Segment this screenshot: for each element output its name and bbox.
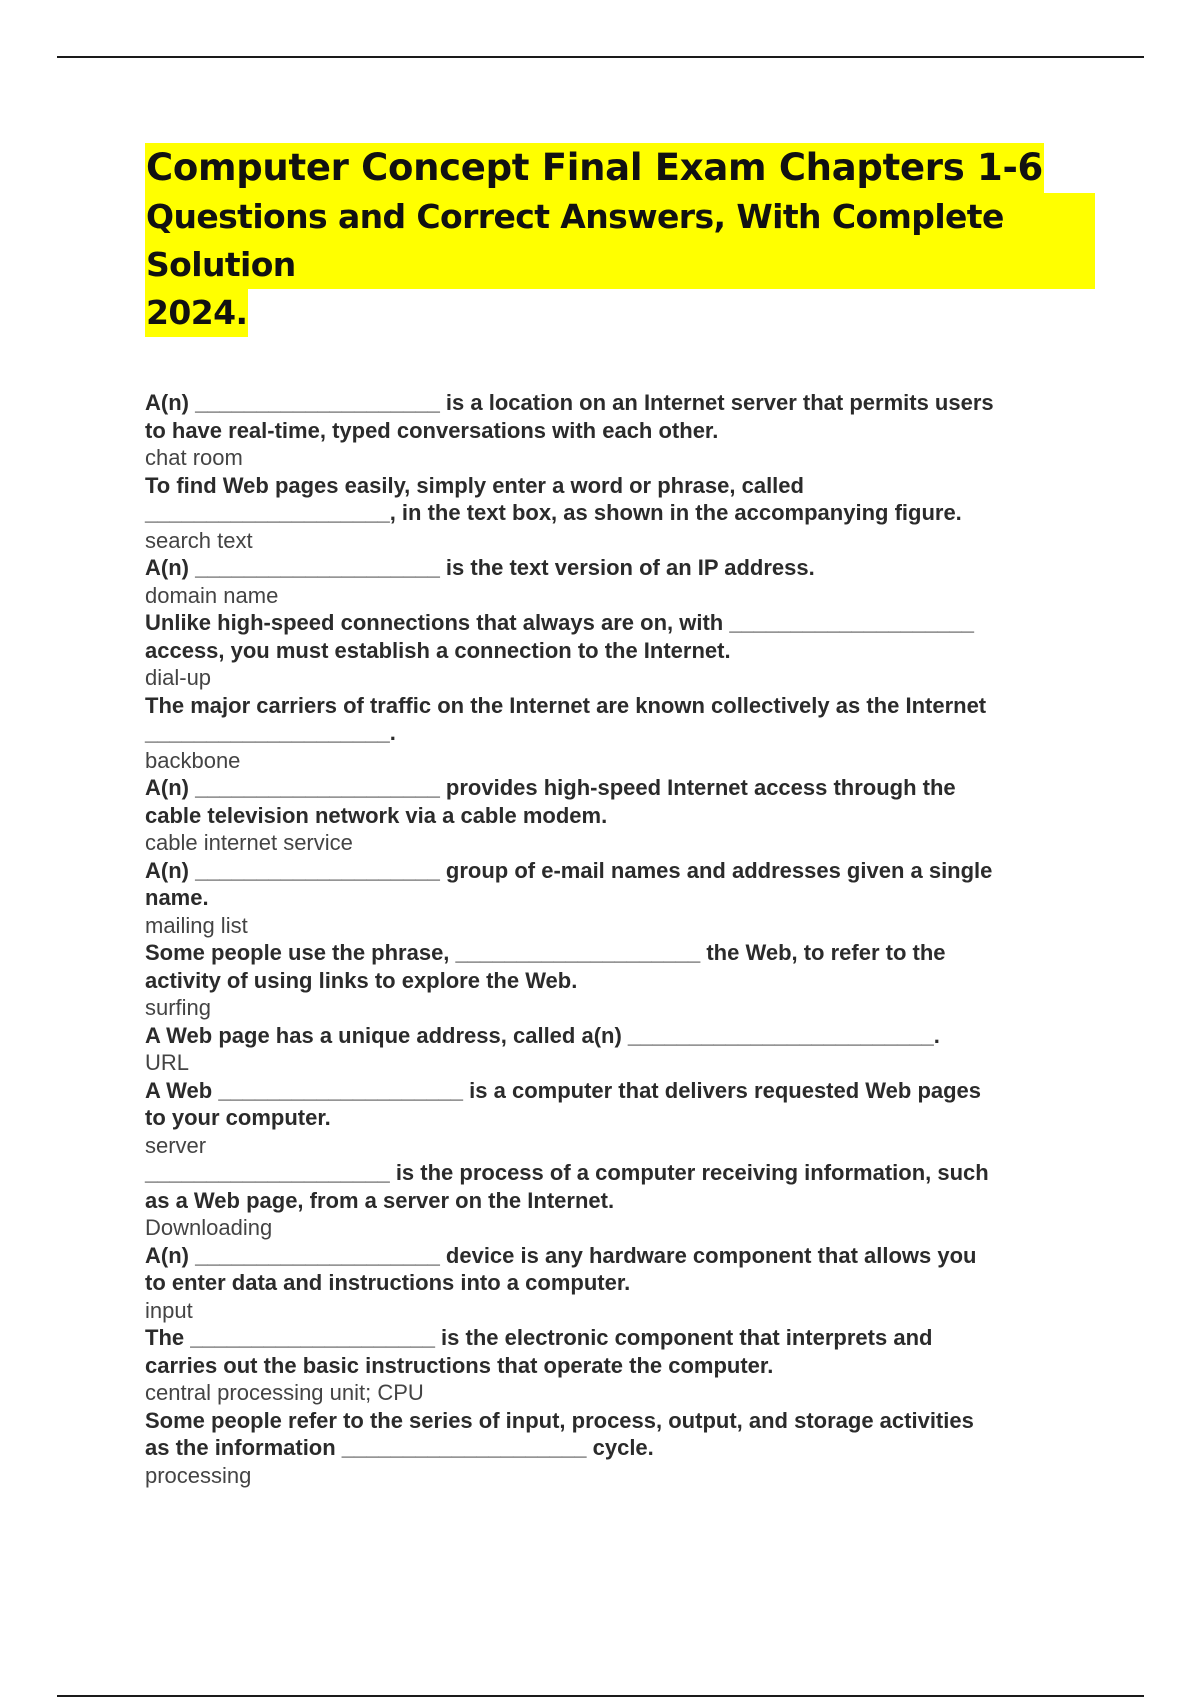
question-line: ____________________, in the text box, as shown in the accompanying figure. bbox=[145, 500, 962, 525]
answer-text: server bbox=[145, 1132, 207, 1158]
title-line: Computer Concept Final Exam Chapters 1-6 bbox=[145, 143, 1044, 193]
question-text bbox=[145, 1159, 1095, 1214]
question-text bbox=[145, 554, 1095, 582]
document-title bbox=[145, 143, 1095, 337]
question-line: cable television network via a cable modem. bbox=[145, 802, 608, 828]
question-text bbox=[145, 774, 1095, 829]
question-text bbox=[145, 692, 1095, 747]
answer-text: cable internet service bbox=[145, 830, 353, 855]
question-line: as the information ____________________ cycle. bbox=[145, 1435, 654, 1460]
title-line: Questions and Correct Answers, With Complete Solution bbox=[145, 193, 1095, 289]
question-line: activity of using links to explore the Web. bbox=[145, 967, 578, 993]
question-line: A(n) ____________________ group of e-mail names and addresses given a single bbox=[145, 857, 993, 883]
question-text bbox=[145, 1077, 1095, 1132]
question-line: as a Web page, from a server on the Internet. bbox=[145, 1187, 615, 1213]
qa-item bbox=[145, 609, 1095, 692]
answer-text: central processing unit; CPU bbox=[145, 1380, 424, 1405]
question-line: name. bbox=[145, 885, 209, 910]
question-line: access, you must establish a connection to the Internet. bbox=[145, 637, 731, 663]
answer-text: URL bbox=[145, 1050, 190, 1075]
footer-rule bbox=[57, 1695, 1144, 1697]
answer-text: Downloading bbox=[145, 1215, 273, 1240]
question-answer-list bbox=[145, 389, 1095, 1489]
qa-item bbox=[145, 554, 1095, 609]
question-line: ____________________ is the process of a computer receiving information, such bbox=[145, 1160, 989, 1185]
document-body bbox=[145, 143, 1095, 1489]
qa-item bbox=[145, 1324, 1095, 1407]
question-line: Unlike high-speed connections that always are on, with ____________________ bbox=[145, 610, 975, 635]
answer-text: domain name bbox=[145, 582, 279, 608]
question-line: A Web ____________________ is a computer that delivers requested Web pages bbox=[145, 1077, 982, 1103]
question-text bbox=[145, 1242, 1095, 1297]
question-line: The ____________________ is the electronic component that interprets and bbox=[145, 1325, 933, 1350]
question-text bbox=[145, 939, 1095, 994]
question-line: A(n) ____________________ is a location on an Internet server that permits users bbox=[145, 390, 994, 415]
question-text bbox=[145, 1022, 1095, 1050]
qa-item bbox=[145, 774, 1095, 857]
answer-text: search text bbox=[145, 527, 253, 553]
question-text bbox=[145, 609, 1095, 664]
qa-item bbox=[145, 472, 1095, 555]
answer-text: chat room bbox=[145, 445, 243, 470]
answer-text: surfing bbox=[145, 995, 212, 1020]
qa-item bbox=[145, 939, 1095, 1022]
question-line: To find Web pages easily, simply enter a word or phrase, called bbox=[145, 472, 804, 498]
qa-item bbox=[145, 857, 1095, 940]
question-line: to your computer. bbox=[145, 1105, 331, 1130]
title-line: 2024. bbox=[145, 289, 248, 337]
qa-item bbox=[145, 1022, 1095, 1077]
header-rule bbox=[57, 56, 1144, 58]
question-text bbox=[145, 857, 1095, 912]
answer-text: processing bbox=[145, 1462, 252, 1488]
qa-item bbox=[145, 1077, 1095, 1160]
question-line: ____________________. bbox=[145, 720, 396, 745]
question-line: Some people use the phrase, ____________________ the Web, to refer to the bbox=[145, 940, 946, 965]
question-line: Some people refer to the series of input, process, output, and storage activities bbox=[145, 1407, 974, 1433]
question-line: to have real-time, typed conversations with each other. bbox=[145, 417, 719, 443]
qa-item bbox=[145, 389, 1095, 472]
answer-text: input bbox=[145, 1297, 193, 1323]
question-line: A(n) ____________________ provides high-speed Internet access through the bbox=[145, 775, 956, 800]
question-line: to enter data and instructions into a computer. bbox=[145, 1270, 631, 1295]
answer-text: mailing list bbox=[145, 912, 248, 938]
qa-item bbox=[145, 1159, 1095, 1242]
question-text bbox=[145, 1324, 1095, 1379]
question-text bbox=[145, 1407, 1095, 1462]
question-line: carries out the basic instructions that operate the computer. bbox=[145, 1352, 774, 1378]
qa-item bbox=[145, 692, 1095, 775]
qa-item bbox=[145, 1242, 1095, 1325]
question-line: A Web page has a unique address, called a(n) _________________________. bbox=[145, 1022, 940, 1048]
question-text bbox=[145, 472, 1095, 527]
answer-text: backbone bbox=[145, 747, 241, 773]
question-line: A(n) ____________________ device is any hardware component that allows you bbox=[145, 1242, 977, 1268]
question-text bbox=[145, 389, 1095, 444]
question-line: The major carriers of traffic on the Internet are known collectively as the Internet bbox=[145, 692, 987, 718]
answer-text: dial-up bbox=[145, 665, 212, 690]
question-line: A(n) ____________________ is the text version of an IP address. bbox=[145, 555, 815, 580]
qa-item bbox=[145, 1407, 1095, 1490]
